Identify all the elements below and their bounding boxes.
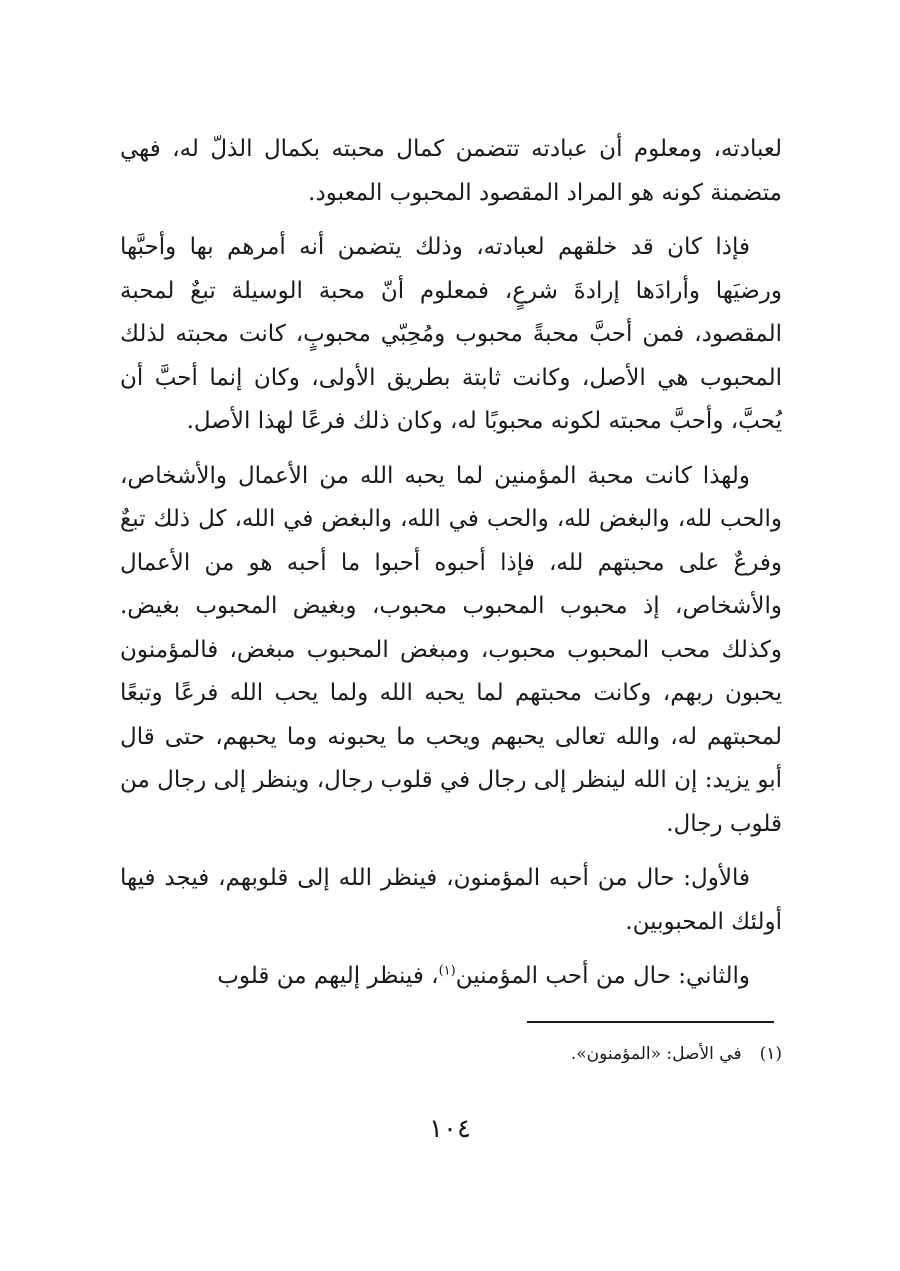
paragraph-4: فالأول: حال من أحبه المؤمنون، فينظر الله إلى قلوبهم، فيجد فيها أولئك المحبوبين. (120, 865, 782, 935)
body-text (120, 128, 782, 1010)
footnote-divider (527, 1021, 774, 1023)
page-number: ١٠٤ (429, 1114, 471, 1144)
footnote-number: (١) (759, 1044, 782, 1064)
footnote-reference: (١) (438, 963, 456, 979)
paragraph-5-text-start: والثاني: حال من أحب المؤمنين (455, 963, 750, 989)
paragraph-5-text-end: ، فينظر إليهم من قلوب (217, 963, 439, 989)
paragraph-1: لعبادته، ومعلوم أن عبادته تتضمن كمال محبته بكمال الذلّ له، فهي متضمنة كونه هو المراد المقصود المحبوب المعبود. (120, 136, 782, 206)
footnote (460, 1040, 782, 1068)
paragraph-2: فإذا كان قد خلقهم لعبادته، وذلك يتضمن أنه أمرهم بها وأحبَّها ورضيَها وأرادَها إرادةَ شرعٍ، فمعلوم أنّ محبة الوسيلة تبعٌ لمحبة المقصود، فمن أحبَّ محبةً محبوب ومُحِبّي محبوبٍ، كانت محبته لذلك المحبوب هي الأصل، وكانت ثابتة بطريق الأولى، وكان إنما أحبَّ أن يُحبَّ، وأحبَّ محبته لكونه محبوبًا له، وكان ذلك فرعًا لهذا الأصل. (120, 234, 782, 434)
footnote-text: في الأصل: «المؤمنون». (570, 1044, 742, 1064)
paragraph-5 (120, 955, 782, 999)
paragraph-3: ولهذا كانت محبة المؤمنين لما يحبه الله من الأعمال والأشخاص، والحب لله، والبغض لله، والحب في الله، والبغض في الله، كل ذلك تبعٌ وفرعٌ على محبتهم لله، فإذا أحبوه أحبوا ما أحبه هو من الأعمال والأشخاص، إذ محبوب المحبوب محبوب، وبغيض المحبوب بغيض. وكذلك محب المحبوب محبوب، ومبغض المحبوب مبغض، فالمؤمنون يحبون ربهم، وكانت محبتهم لما يحبه الله ولما يحب الله فرعًا وتبعًا لمحبتهم له، والله تعالى يحبهم ويحب ما يحبونه وما يحبهم، حتى قال أبو يزيد: إن الله لينظر إلى رجال في قلوب رجال، وينظر إلى رجال من قلوب رجال. (120, 462, 782, 837)
